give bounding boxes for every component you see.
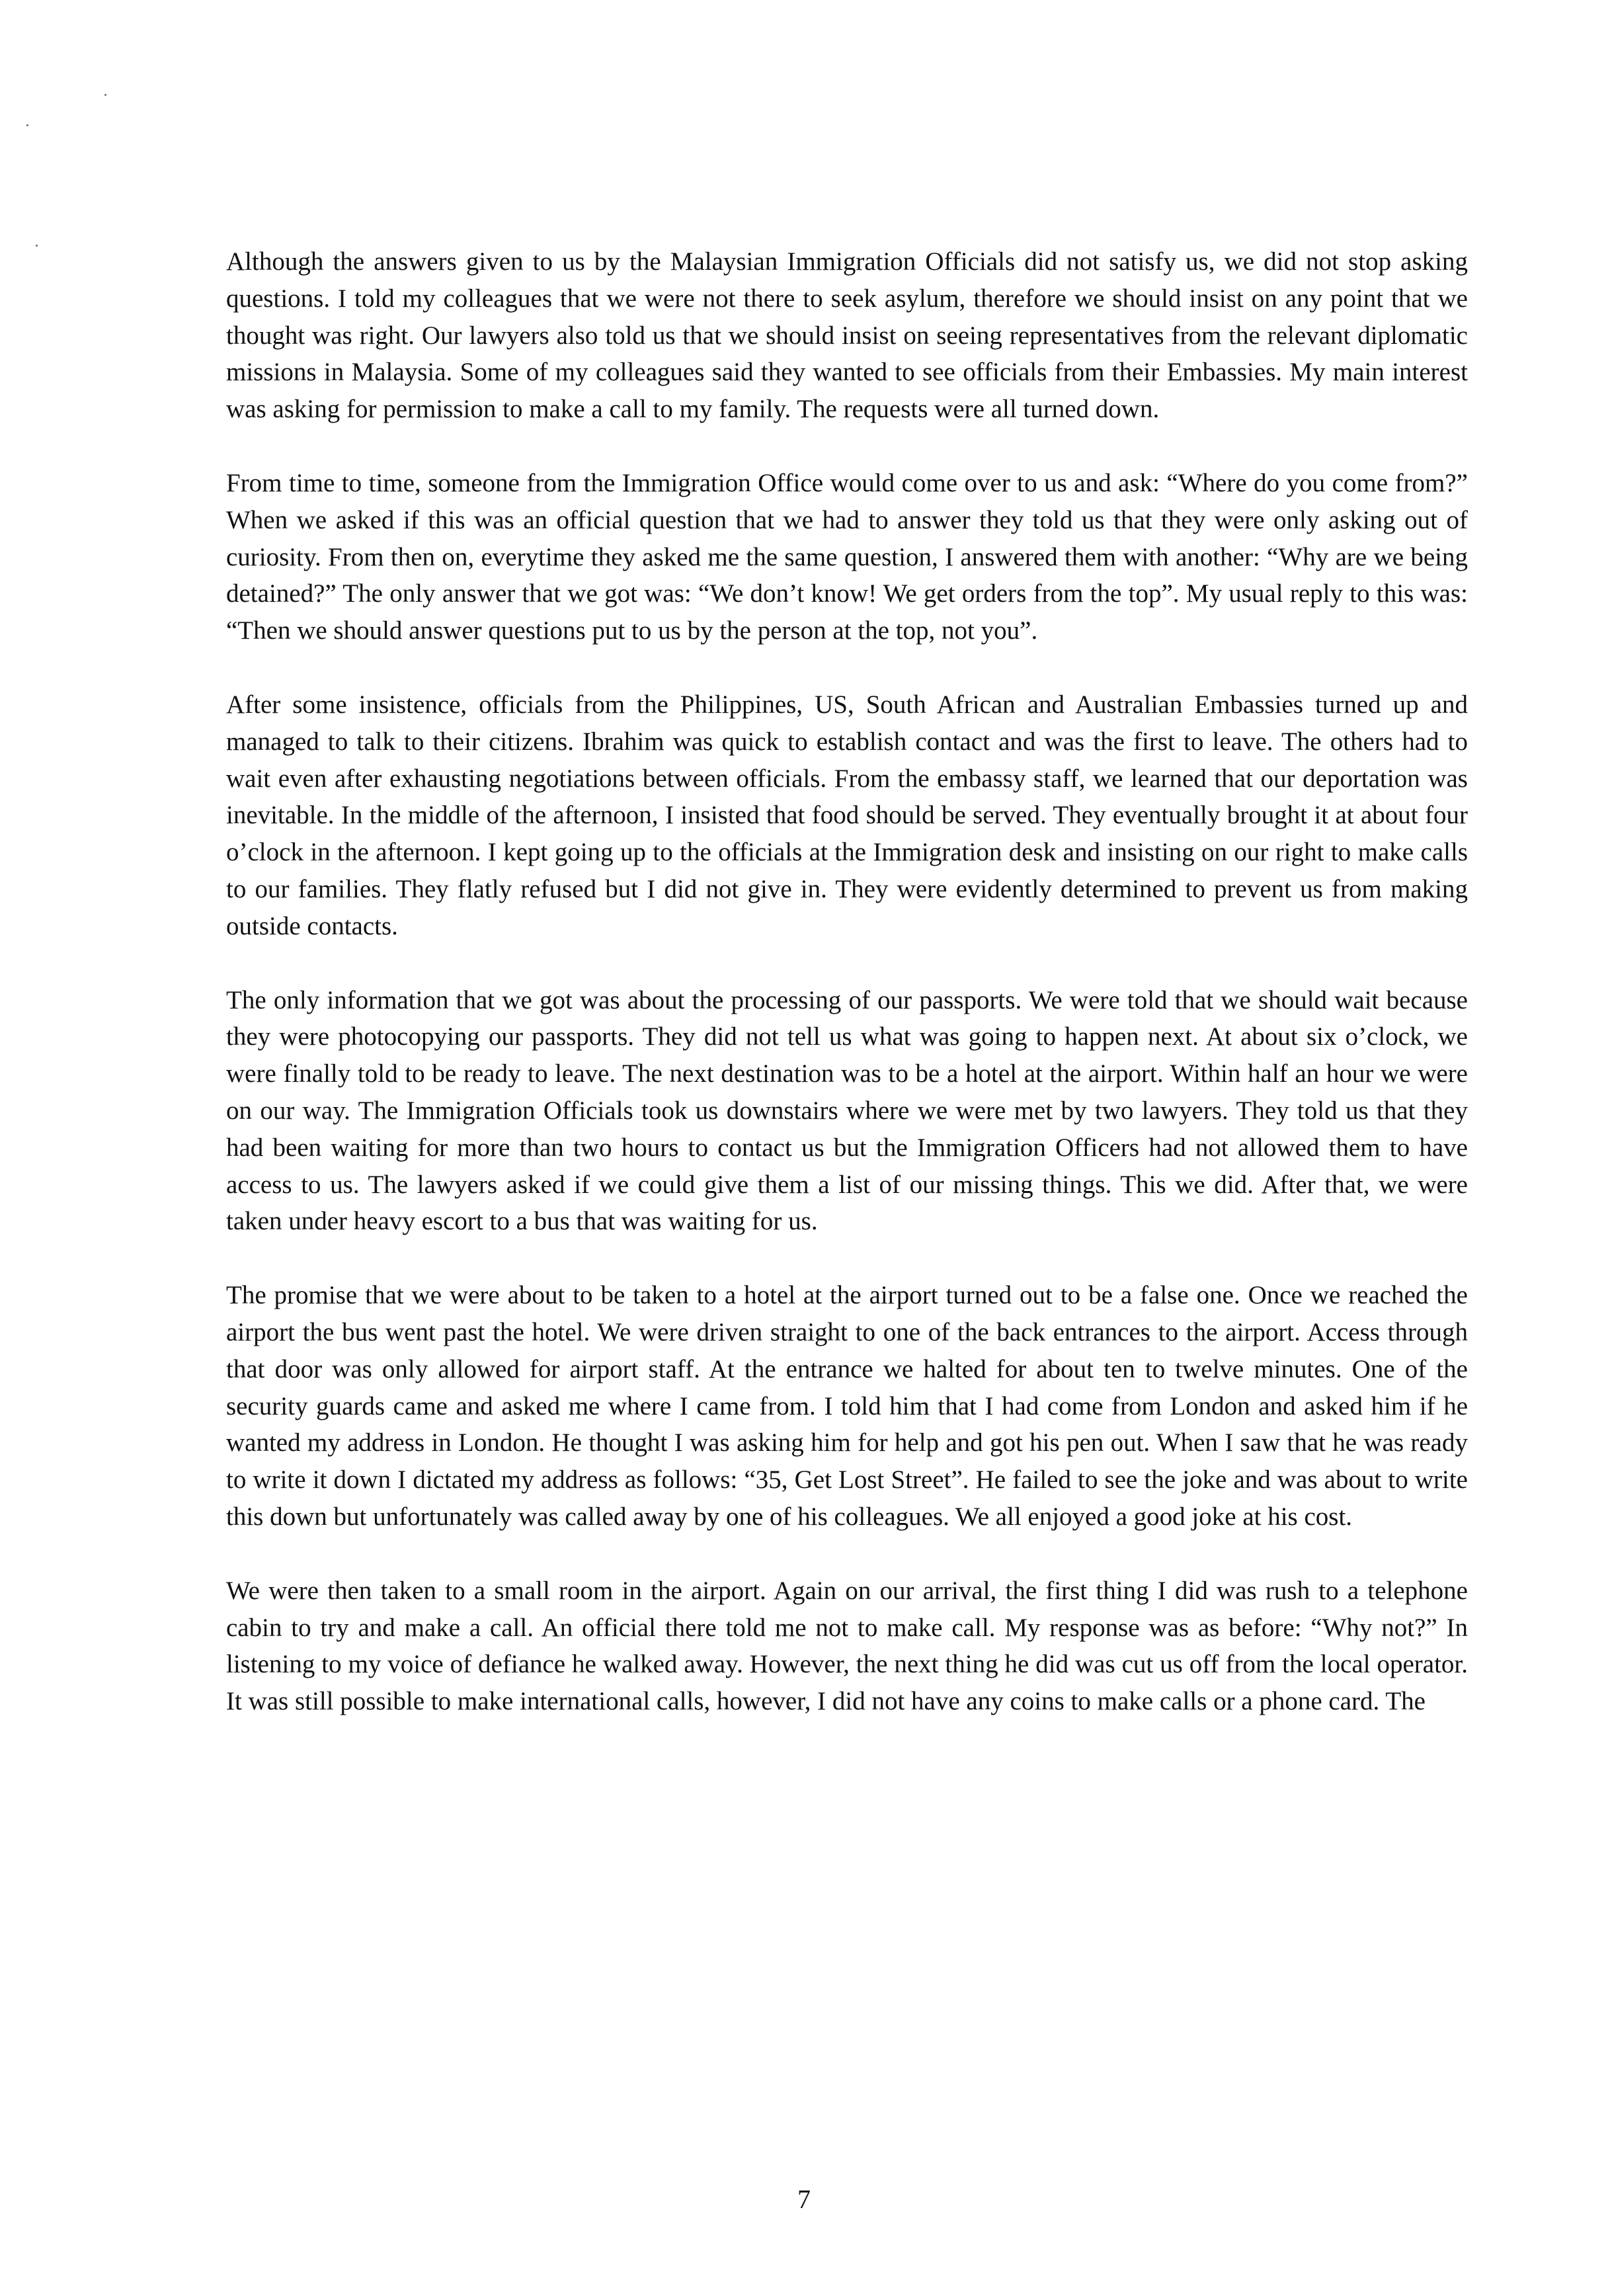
scan-speck [36, 245, 38, 247]
page-number: 7 [797, 2184, 811, 2214]
paragraph-6: We were then taken to a small room in the airport. Again on our arrival, the first thing I did was rush to a telephone cabin to try and make a call. An official there told me not to make call. My response was as before: “Why not?” In listening to my voice of defiance he walked away. However, the next thing he did was cut us off from the local operator. It was still possible to make international calls, however, I did not have any coins to make calls or a phone card. The [226, 1576, 1468, 1716]
paragraph-3: After some insistence, officials from the Philippines, US, South African and Australian Embassies turned up and managed to talk to their citizens. Ibrahim was quick to establish contact and was the first to leave. The others had to wait even after exhausting negotiations between officials. From the embassy staff, we learned that our deportation was inevitable. In the middle of the afternoon, I insisted that food should be served. They eventually brought it at about four o’clock in the afternoon. I kept going up to the officials at the Immigration desk and insisting on our right to make calls to our families. They flatly refused but I did not give in. They were evidently determined to prevent us from making outside contacts. [226, 690, 1468, 940]
paragraph-1: Although the answers given to us by the Malaysian Immigration Officials did not satisfy us, we did not stop asking questions. I told my colleagues that we were not there to seek asylum, therefore we should insist on any point that we thought was right. Our lawyers also told us that we should insist on seeing representatives from the relevant diplomatic missions in Malaysia. Some of my colleagues said they wanted to see officials from their Embassies. My main interest was asking for permission to make a call to my family. The requests were all turned down. [226, 247, 1468, 424]
scan-speck [104, 94, 106, 96]
scan-speck [26, 124, 28, 126]
paragraph-5: The promise that we were about to be taken to a hotel at the airport turned out to be a false one. Once we reached the airport the bus went past the hotel. We were driven straight to one of the back entrances to the airport. Access through that door was only allowed for airport staff. At the entrance we halted for about ten to twelve minutes. One of the security guards came and asked me where I came from. I told him that I had come from London and asked him if he wanted my address in London. He thought I was asking him for help and got his pen out. When I saw that he was ready to write it down I dictated my address as follows: “35, Get Lost Street”. He failed to see the joke and was about to write this down but unfortunately was called away by one of his colleagues. We all enjoyed a good joke at his cost. [226, 1281, 1468, 1531]
paragraph-2: From time to time, someone from the Immigration Office would come over to us and ask: “Where do you come from?” When we asked if this was an official question that we had to answer they told us that they were only asking out of curiosity. From then on, everytime they asked me the same question, I answered them with another: “Why are we being detained?” The only answer that we got was: “We don’t know! We get orders from the top”. My usual reply to this was: “Then we should answer questions put to us by the person at the top, not you”. [226, 468, 1468, 645]
body-text [226, 243, 1468, 1757]
paragraph-4: The only information that we got was about the processing of our passports. We were told that we should wait because they were photocopying our passports. They did not tell us what was going to happen next. At about six o’clock, we were finally told to be ready to leave. The next destination was to be a hotel at the airport. Within half an hour we were on our way. The Immigration Officials took us downstairs where we were met by two lawyers. They told us that they had been waiting for more than two hours to contact us but the Immigration Officers had not allowed them to have access to us. The lawyers asked if we could give them a list of our missing things. This we did. After that, we were taken under heavy escort to a bus that was waiting for us. [226, 985, 1468, 1236]
